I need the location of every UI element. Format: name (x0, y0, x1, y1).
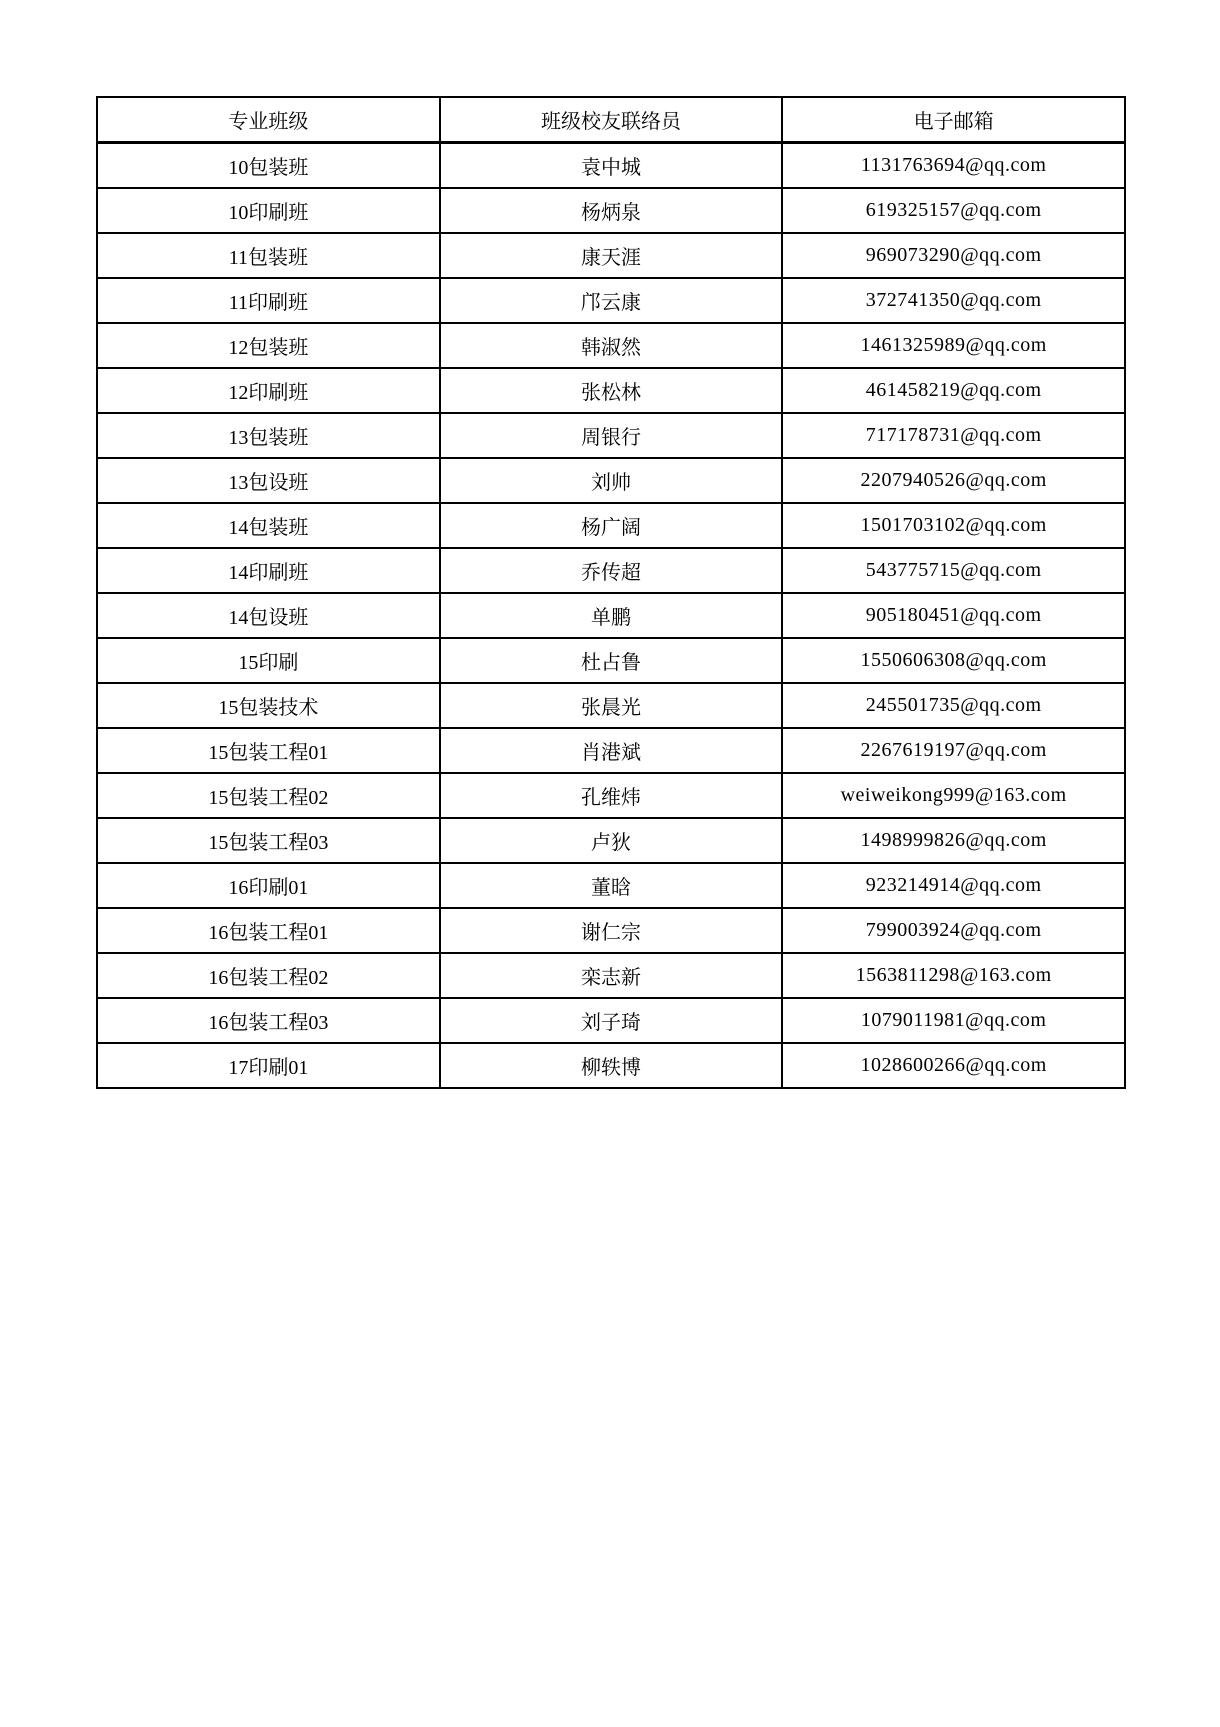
liaison-cell: 董晗 (440, 863, 783, 908)
class-cell: 17印刷01 (97, 1043, 440, 1088)
table-row (97, 998, 1125, 1043)
email-cell: 1501703102@qq.com (782, 503, 1125, 548)
table-row (97, 683, 1125, 728)
email-cell: 923214914@qq.com (782, 863, 1125, 908)
email-cell: 1079011981@qq.com (782, 998, 1125, 1043)
class-cell: 15包装技术 (97, 683, 440, 728)
table-row (97, 863, 1125, 908)
table-row (97, 368, 1125, 413)
email-cell: 245501735@qq.com (782, 683, 1125, 728)
class-cell: 16包装工程02 (97, 953, 440, 998)
liaison-cell: 张晨光 (440, 683, 783, 728)
table-row (97, 188, 1125, 233)
table-row (97, 638, 1125, 683)
liaison-cell: 谢仁宗 (440, 908, 783, 953)
class-cell: 11印刷班 (97, 278, 440, 323)
email-cell: 2267619197@qq.com (782, 728, 1125, 773)
class-cell: 15包装工程03 (97, 818, 440, 863)
class-cell: 12印刷班 (97, 368, 440, 413)
email-cell: 1461325989@qq.com (782, 323, 1125, 368)
liaison-cell: 杜占鲁 (440, 638, 783, 683)
table-row (97, 503, 1125, 548)
email-cell: 1028600266@qq.com (782, 1043, 1125, 1088)
table-row (97, 773, 1125, 818)
liaison-cell: 乔传超 (440, 548, 783, 593)
email-cell: 372741350@qq.com (782, 278, 1125, 323)
table-row (97, 953, 1125, 998)
header-class: 专业班级 (97, 97, 440, 143)
class-cell: 14包装班 (97, 503, 440, 548)
liaison-cell: 刘帅 (440, 458, 783, 503)
class-cell: 16包装工程03 (97, 998, 440, 1043)
liaison-cell: 袁中城 (440, 143, 783, 189)
class-cell: 11包装班 (97, 233, 440, 278)
table-body (97, 143, 1125, 1089)
table-row (97, 728, 1125, 773)
table-row (97, 908, 1125, 953)
class-cell: 10印刷班 (97, 188, 440, 233)
table-row (97, 413, 1125, 458)
liaison-cell: 柳轶博 (440, 1043, 783, 1088)
email-cell: 461458219@qq.com (782, 368, 1125, 413)
liaison-cell: 刘子琦 (440, 998, 783, 1043)
table-row (97, 593, 1125, 638)
table-row (97, 233, 1125, 278)
table-header (97, 97, 1125, 143)
liaison-cell: 杨广阔 (440, 503, 783, 548)
class-cell: 16印刷01 (97, 863, 440, 908)
liaison-cell: 邝云康 (440, 278, 783, 323)
email-cell: 969073290@qq.com (782, 233, 1125, 278)
table-row (97, 323, 1125, 368)
email-cell: 799003924@qq.com (782, 908, 1125, 953)
header-row (97, 97, 1125, 143)
email-cell: 2207940526@qq.com (782, 458, 1125, 503)
email-cell: 905180451@qq.com (782, 593, 1125, 638)
table-row (97, 548, 1125, 593)
email-cell: 1563811298@163.com (782, 953, 1125, 998)
table-row (97, 1043, 1125, 1088)
email-cell: 1550606308@qq.com (782, 638, 1125, 683)
liaison-cell: 周银行 (440, 413, 783, 458)
class-cell: 13包装班 (97, 413, 440, 458)
liaison-cell: 单鹏 (440, 593, 783, 638)
table-row (97, 278, 1125, 323)
liaison-cell: 张松林 (440, 368, 783, 413)
table-row (97, 458, 1125, 503)
table-row (97, 818, 1125, 863)
liaison-cell: 卢狄 (440, 818, 783, 863)
liaison-cell: 韩淑然 (440, 323, 783, 368)
header-liaison: 班级校友联络员 (440, 97, 783, 143)
class-cell: 15包装工程01 (97, 728, 440, 773)
email-cell: 1131763694@qq.com (782, 143, 1125, 189)
table-row (97, 143, 1125, 189)
class-cell: 15包装工程02 (97, 773, 440, 818)
email-cell: weiweikong999@163.com (782, 773, 1125, 818)
class-cell: 14印刷班 (97, 548, 440, 593)
email-cell: 619325157@qq.com (782, 188, 1125, 233)
liaison-cell: 肖港斌 (440, 728, 783, 773)
liaison-cell: 杨炳泉 (440, 188, 783, 233)
header-email: 电子邮箱 (782, 97, 1125, 143)
email-cell: 543775715@qq.com (782, 548, 1125, 593)
class-cell: 14包设班 (97, 593, 440, 638)
liaison-cell: 孔维炜 (440, 773, 783, 818)
liaison-cell: 栾志新 (440, 953, 783, 998)
liaison-cell: 康天涯 (440, 233, 783, 278)
alumni-liaison-table (96, 96, 1126, 1089)
class-cell: 15印刷 (97, 638, 440, 683)
email-cell: 717178731@qq.com (782, 413, 1125, 458)
email-cell: 1498999826@qq.com (782, 818, 1125, 863)
class-cell: 13包设班 (97, 458, 440, 503)
class-cell: 12包装班 (97, 323, 440, 368)
class-cell: 16包装工程01 (97, 908, 440, 953)
class-cell: 10包装班 (97, 143, 440, 189)
